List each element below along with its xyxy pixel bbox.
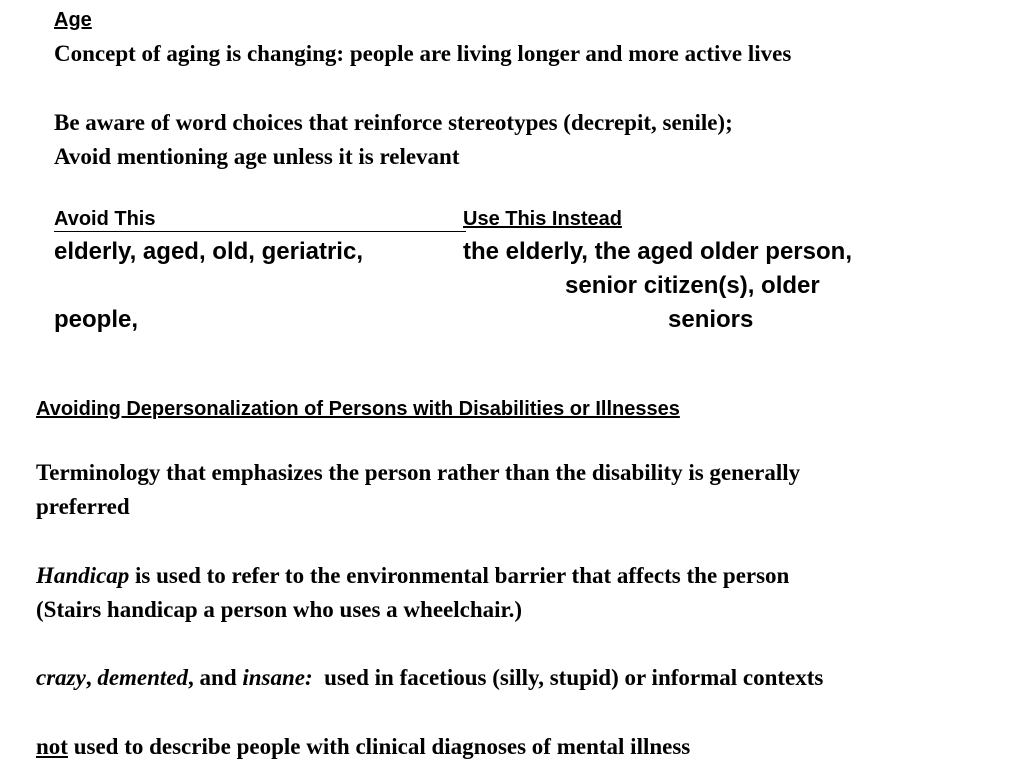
handicap-term: Handicap <box>36 563 130 588</box>
avoid-terms-line1: elderly, aged, old, geriatric, <box>54 238 363 265</box>
handicap-example: (Stairs handicap a person who uses a wheelchair.) <box>36 597 523 622</box>
demented-term: demented <box>97 665 189 690</box>
separator-1: , <box>85 665 98 690</box>
informal-terms-text: used in facetious (silly, stupid) or informal contexts <box>312 665 824 690</box>
handicap-definition-text: is used to refer to the environmental barrier that affects the person <box>129 563 790 588</box>
avoid-terms-line2: people, <box>54 306 139 333</box>
clinical-diagnoses-text: used to describe people with clinical diagnoses of mental illness <box>67 734 691 759</box>
age-line-avoid-mentioning: Avoid mentioning age unless it is relevant <box>54 144 460 169</box>
informal-terms-line <box>36 665 823 691</box>
age-heading: Age <box>54 9 92 31</box>
person-first-line1: Terminology that emphasizes the person rather than the disability is generally <box>36 460 801 485</box>
use-terms-line1: the elderly, the aged older person, <box>463 238 852 265</box>
crazy-term: crazy <box>36 665 86 690</box>
separator-2: , and <box>188 665 243 690</box>
avoid-this-header-label: Avoid This <box>54 208 156 230</box>
insane-term: insane: <box>242 665 313 690</box>
handicap-definition <box>36 563 789 589</box>
use-this-instead-header: Use This Instead <box>463 208 622 230</box>
use-terms-line3: seniors <box>668 306 754 333</box>
clinical-diagnoses-line <box>36 734 690 760</box>
disability-heading: Avoiding Depersonalization of Persons with Disabilities or Illnesses <box>36 398 680 420</box>
age-line-aging-concept: Concept of aging is changing: people are living longer and more active lives <box>54 41 792 66</box>
avoid-this-header <box>54 207 466 232</box>
age-line-word-choices: Be aware of word choices that reinforce stereotypes (decrepit, senile); <box>54 110 733 135</box>
person-first-line2: preferred <box>36 494 130 519</box>
not-term: not <box>36 734 68 759</box>
use-terms-line2: senior citizen(s), older <box>565 272 820 299</box>
